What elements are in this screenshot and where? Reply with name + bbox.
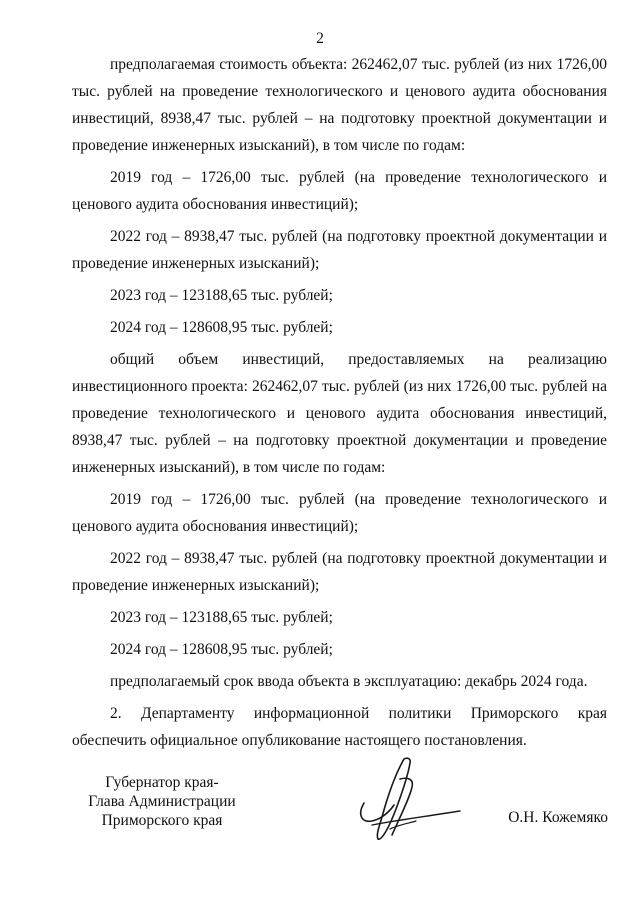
signatory-position <box>82 773 242 830</box>
paragraph-commissioning-date: предполагаемый срок ввода объекта в эксплуатацию: декабрь 2024 года. <box>110 673 588 690</box>
paragraph-total-investment: общий объем инвестиций, предоставляемых на реализацию инвестиционного проекта: 262462,07 тыс. рублей (из них 1726,00 тыс. рублей на проведение технологического и ценового аудита обоснования инвестиций, 8938,47 тыс. рублей – на подготовку проектной документации и проведение инженерных изысканий), в том числе по годам: <box>72 351 607 476</box>
paragraph-2023-investment: 2023 год – 123188,65 тыс. рублей; <box>110 609 333 626</box>
paragraph-2024: 2024 год – 128608,95 тыс. рублей; <box>110 319 333 336</box>
paragraph-2023: 2023 год – 123188,65 тыс. рублей; <box>110 287 333 304</box>
paragraph-estimated-cost: предполагаемая стоимость объекта: 262462,07 тыс. рублей (из них 1726,00 тыс. рублей на проведение технологического и ценового аудита обоснования инвестиций, 8938,47 тыс. рублей – на подготовку проектной документации и проведение инженерных изысканий), в том числе по годам: <box>72 56 607 154</box>
paragraph-publication-order: 2. Департаменту информационной политики Приморского края обеспечить официальное опубликование настоящего постановления. <box>72 705 607 749</box>
handwritten-signature-icon <box>352 755 462 845</box>
paragraph-2024-investment: 2024 год – 128608,95 тыс. рублей; <box>110 641 333 658</box>
paragraph-2022: 2022 год – 8938,47 тыс. рублей (на подготовку проектной документации и проведение инженерных изысканий); <box>72 228 607 272</box>
page-number: 2 <box>316 30 324 47</box>
position-line: Приморского края <box>101 812 223 829</box>
position-line: Глава Администрации <box>88 793 236 810</box>
position-line: Губернатор края- <box>105 774 219 791</box>
signature-block <box>0 755 640 875</box>
paragraph-2022-investment: 2022 год – 8938,47 тыс. рублей (на подготовку проектной документации и проведение инженерных изысканий); <box>72 550 607 594</box>
document-body <box>72 51 607 759</box>
paragraph-2019: 2019 год – 1726,00 тыс. рублей (на проведение технологического и ценового аудита обоснования инвестиций); <box>72 169 607 213</box>
signatory-name: О.Н. Кожемяко <box>508 809 608 826</box>
paragraph-2019-investment: 2019 год – 1726,00 тыс. рублей (на проведение технологического и ценового аудита обоснования инвестиций); <box>72 491 607 535</box>
